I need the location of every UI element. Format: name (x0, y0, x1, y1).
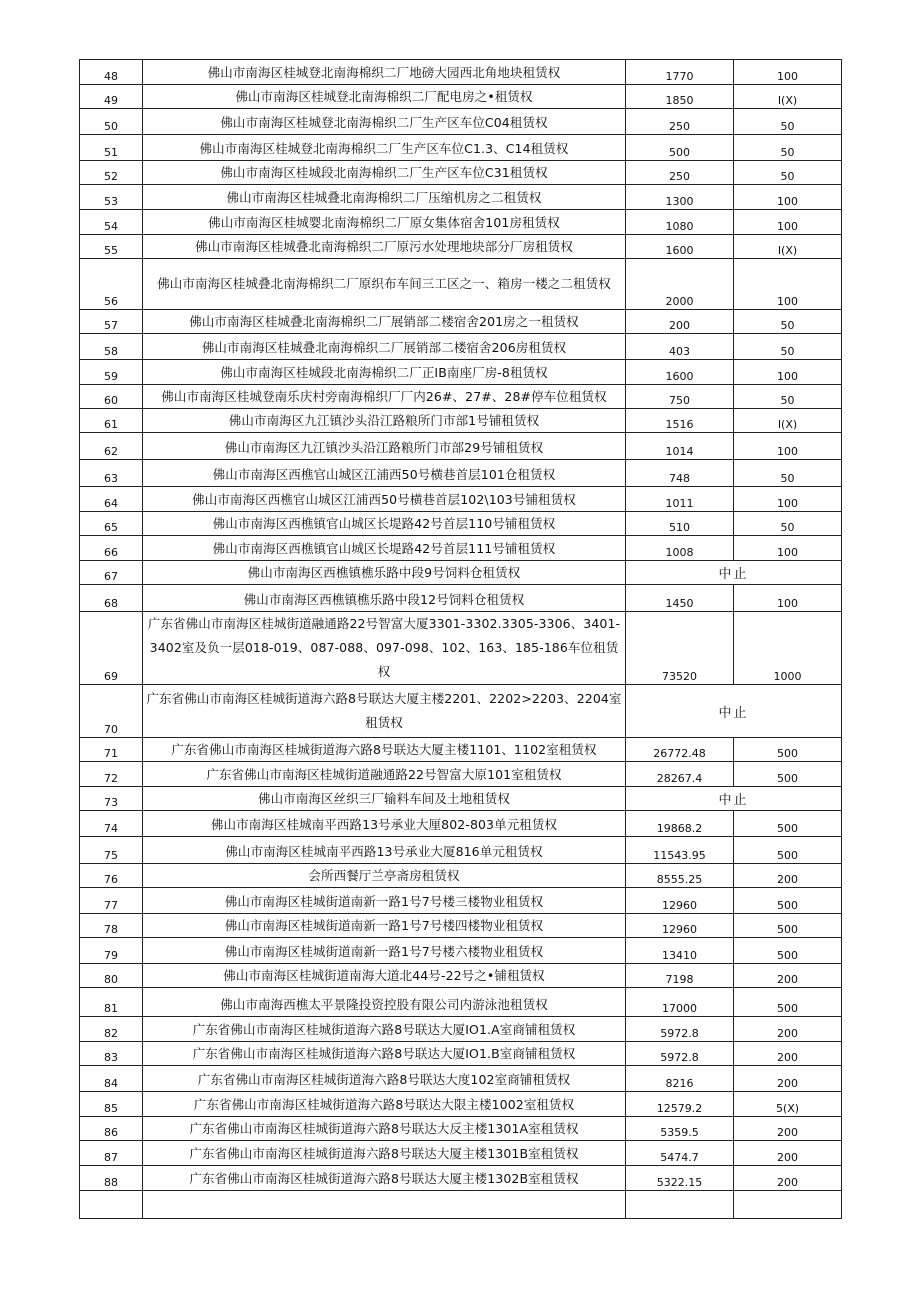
asset-name: 广东省佛山市南海区桂城街道海六路8号联达大厦IO1.A室商铺租赁权 (143, 1017, 626, 1042)
deposit-value: 50 (734, 460, 842, 487)
table-row (80, 1191, 842, 1219)
table-row (80, 811, 842, 837)
deposit-value: 500 (734, 888, 842, 914)
table-row (80, 109, 842, 135)
asset-name: 佛山市南海区桂城叠北南海棉织二厂原污水处理地块部分厂房租赁权 (143, 235, 626, 259)
asset-name: 佛山市南海区桂城南平西路13号承业大厘802-803单元租赁权 (143, 811, 626, 837)
area-value: 1600 (626, 235, 734, 259)
asset-name: 佛山市南海区西樵镇官山城区长堤路42号首层110号铺租赁权 (143, 512, 626, 536)
area-value: 2000 (626, 259, 734, 310)
row-number: 66 (80, 536, 143, 561)
table-row (80, 460, 842, 487)
deposit-value: 50 (734, 135, 842, 161)
area-value: 1014 (626, 433, 734, 460)
asset-name: 会所西餐厅兰亭斋房租赁权 (143, 864, 626, 888)
asset-name (143, 1191, 626, 1219)
area-value: 748 (626, 460, 734, 487)
table-row (80, 135, 842, 161)
status-suspended: 中止 (626, 685, 842, 738)
row-number: 63 (80, 460, 143, 487)
asset-name: 佛山市南海区桂城街道南新一路1号7号楼六楼物业租赁权 (143, 938, 626, 964)
area-value: 12960 (626, 888, 734, 914)
asset-name: 广东省佛山市南海区桂城街道融通路22号智富大原101室租赁权 (143, 762, 626, 787)
asset-name: 广东省佛山市南海区桂城街道融通路22号智富大厦3301-3302.3305-3306、3401-3402室及负一层018-019、087-088、097-098、102、163、185-186车位租赁权 (143, 612, 626, 685)
asset-name: 佛山市南海区桂城登北南海棉织二厂生产区车位C1.3、C14租赁权 (143, 135, 626, 161)
table-row (80, 60, 842, 85)
row-number: 83 (80, 1042, 143, 1066)
asset-name: 佛山市南海区桂城叠北南海棉织二厂压缩机房之二租赁权 (143, 185, 626, 210)
asset-name: 佛山市南海区桂城南平西路13号承业大厦816单元租赁权 (143, 837, 626, 864)
deposit-value: I(X) (734, 235, 842, 259)
deposit-value: 200 (734, 964, 842, 988)
area-value: 1600 (626, 360, 734, 385)
table-row (80, 210, 842, 235)
asset-name: 广东省佛山市南海区桂城街道海六路8号联达大度102室商铺租赁权 (143, 1066, 626, 1092)
asset-name: 佛山市南海区桂城登北南海棉织二厂生产区车位C04租赁权 (143, 109, 626, 135)
deposit-value: 500 (734, 738, 842, 762)
area-value: 250 (626, 161, 734, 185)
table-row (80, 738, 842, 762)
asset-name: 佛山市南海区西樵官山城区江浦西50号横巷首层101仓租赁权 (143, 460, 626, 487)
area-value: 1300 (626, 185, 734, 210)
asset-name: 广东省佛山市南海区桂城街道海六路8号联达大厦主楼1301B室租赁权 (143, 1141, 626, 1166)
table-row (80, 914, 842, 938)
area-value: 28267.4 (626, 762, 734, 787)
table-row (80, 762, 842, 787)
table-row (80, 888, 842, 914)
table-row (80, 1066, 842, 1092)
area-value: 200 (626, 310, 734, 334)
row-number: 67 (80, 561, 143, 585)
deposit-value: 100 (734, 60, 842, 85)
deposit-value: 100 (734, 585, 842, 612)
table-row (80, 85, 842, 109)
table-row (80, 1166, 842, 1191)
deposit-value: 200 (734, 1166, 842, 1191)
row-number: 50 (80, 109, 143, 135)
row-number: 77 (80, 888, 143, 914)
asset-name: 佛山市南海区桂城街道南新一路1号7号楼三楼物业租赁权 (143, 888, 626, 914)
area-value: 12579.2 (626, 1092, 734, 1117)
table-row (80, 185, 842, 210)
table-row (80, 310, 842, 334)
table-row (80, 433, 842, 460)
asset-name: 广东省佛山市南海区桂城街道海六路8号联达大厦主楼2201、2202>2203、2204室租赁权 (143, 685, 626, 738)
asset-name: 广东省佛山市南海区桂城街道海六路8号联达大限主楼1002室租赁权 (143, 1092, 626, 1117)
area-value: 19868.2 (626, 811, 734, 837)
asset-name: 佛山市南海区桂城登南乐庆村旁南海棉织厂厂内26#、27#、28#停车位租赁权 (143, 385, 626, 409)
asset-name: 广东省佛山市南海区桂城街道海六路8号联达大反主楼1301A室租赁权 (143, 1117, 626, 1141)
area-value: 1080 (626, 210, 734, 235)
asset-name: 佛山市南海区桂城婴北南海棉织二厂原女集体宿舍101房租赁权 (143, 210, 626, 235)
deposit-value: 500 (734, 938, 842, 964)
area-value: 7198 (626, 964, 734, 988)
area-value: 1011 (626, 487, 734, 512)
asset-name: 佛山市南海区桂城段北南海棉织二厂正IB南座厂房-8租赁权 (143, 360, 626, 385)
table-row (80, 235, 842, 259)
asset-name: 佛山市南海区桂城叠北南海棉织二厂展销部二楼宿舍206房租赁权 (143, 334, 626, 360)
deposit-value (734, 1191, 842, 1219)
row-number: 61 (80, 409, 143, 433)
table-row (80, 334, 842, 360)
asset-name: 广东省佛山市南海区桂城街道海六路8号联达大厦主楼1302B室租赁权 (143, 1166, 626, 1191)
area-value: 73520 (626, 612, 734, 685)
asset-name: 佛山市南海区九江镇沙头沿江路粮所门市部1号铺租赁权 (143, 409, 626, 433)
area-value: 5474.7 (626, 1141, 734, 1166)
table-row (80, 1141, 842, 1166)
table-row (80, 837, 842, 864)
area-value: 510 (626, 512, 734, 536)
table-row (80, 487, 842, 512)
row-number: 49 (80, 85, 143, 109)
asset-name: 佛山市南海区九江镇沙头沿江路粮所门市部29号铺租赁权 (143, 433, 626, 460)
table-row (80, 561, 842, 585)
row-number (80, 1191, 143, 1219)
row-number: 58 (80, 334, 143, 360)
row-number: 73 (80, 787, 143, 811)
table-row (80, 161, 842, 185)
table-row (80, 536, 842, 561)
asset-name: 佛山市南海区西樵镇樵乐路中段9号饲料仓租赁权 (143, 561, 626, 585)
deposit-value: 500 (734, 811, 842, 837)
row-number: 57 (80, 310, 143, 334)
row-number: 80 (80, 964, 143, 988)
area-value: 1450 (626, 585, 734, 612)
asset-name: 佛山市南海区西樵镇官山城区长堤路42号首层111号铺租赁权 (143, 536, 626, 561)
deposit-value: 200 (734, 1017, 842, 1042)
asset-name: 佛山市南海区西樵官山城区江浦西50号横巷首层102\103号铺租赁权 (143, 487, 626, 512)
table-row (80, 864, 842, 888)
deposit-value: 50 (734, 334, 842, 360)
status-suspended: 中止 (626, 561, 842, 585)
asset-name: 佛山市南海区西樵镇樵乐路中段12号饲料仓租赁权 (143, 585, 626, 612)
table-row (80, 787, 842, 811)
area-value: 11543.95 (626, 837, 734, 864)
deposit-value: 500 (734, 988, 842, 1017)
asset-name: 佛山市南海区桂城叠北南海棉织二厂展销部二楼宿舍201房之一租赁权 (143, 310, 626, 334)
row-number: 65 (80, 512, 143, 536)
deposit-value: 100 (734, 259, 842, 310)
table-row (80, 685, 842, 738)
row-number: 68 (80, 585, 143, 612)
deposit-value: 50 (734, 512, 842, 536)
row-number: 78 (80, 914, 143, 938)
asset-name: 广东省佛山市南海区桂城街道海六路8号联达大厦主楼1101、1102室租赁权 (143, 738, 626, 762)
deposit-value: 200 (734, 1066, 842, 1092)
asset-name: 佛山市南海区桂城登北南海棉织二厂地磅大园西北角地块租赁权 (143, 60, 626, 85)
table-row (80, 988, 842, 1017)
row-number: 55 (80, 235, 143, 259)
asset-name: 佛山市南海区桂城叠北南海棉织二厂原织布车间三工区之一、箱房一楼之二租赁权 (143, 259, 626, 310)
row-number: 51 (80, 135, 143, 161)
table-row (80, 1017, 842, 1042)
area-value: 750 (626, 385, 734, 409)
row-number: 85 (80, 1092, 143, 1117)
deposit-value: 50 (734, 385, 842, 409)
deposit-value: 100 (734, 185, 842, 210)
area-value: 12960 (626, 914, 734, 938)
area-value: 8555.25 (626, 864, 734, 888)
row-number: 84 (80, 1066, 143, 1092)
row-number: 75 (80, 837, 143, 864)
area-value: 5322.15 (626, 1166, 734, 1191)
deposit-value: I(X) (734, 85, 842, 109)
asset-name: 广东省佛山市南海区桂城街道海六路8号联达大厦IO1.B室商铺租赁权 (143, 1042, 626, 1066)
row-number: 71 (80, 738, 143, 762)
row-number: 86 (80, 1117, 143, 1141)
area-value: 1770 (626, 60, 734, 85)
table-body (80, 60, 842, 1219)
row-number: 52 (80, 161, 143, 185)
row-number: 87 (80, 1141, 143, 1166)
deposit-value: 500 (734, 762, 842, 787)
row-number: 79 (80, 938, 143, 964)
asset-name: 佛山市南海西樵太平景隆投资控股有限公司内游泳池租赁权 (143, 988, 626, 1017)
deposit-value: 200 (734, 864, 842, 888)
area-value: 26772.48 (626, 738, 734, 762)
deposit-value: 100 (734, 433, 842, 460)
row-number: 88 (80, 1166, 143, 1191)
deposit-value: 100 (734, 487, 842, 512)
row-number: 60 (80, 385, 143, 409)
table-row (80, 585, 842, 612)
table-row (80, 1117, 842, 1141)
row-number: 48 (80, 60, 143, 85)
row-number: 82 (80, 1017, 143, 1042)
deposit-value: 200 (734, 1141, 842, 1166)
row-number: 53 (80, 185, 143, 210)
table-row (80, 409, 842, 433)
area-value: 1008 (626, 536, 734, 561)
row-number: 69 (80, 612, 143, 685)
area-value: 8216 (626, 1066, 734, 1092)
area-value: 1516 (626, 409, 734, 433)
row-number: 56 (80, 259, 143, 310)
table-row (80, 360, 842, 385)
deposit-value: 500 (734, 837, 842, 864)
deposit-value: 200 (734, 1117, 842, 1141)
area-value: 250 (626, 109, 734, 135)
row-number: 76 (80, 864, 143, 888)
deposit-value: 100 (734, 360, 842, 385)
asset-name: 佛山市南海区丝织三厂输料车间及土地租赁权 (143, 787, 626, 811)
area-value: 500 (626, 135, 734, 161)
area-value: 17000 (626, 988, 734, 1017)
deposit-value: 5(X) (734, 1092, 842, 1117)
asset-name: 佛山市南海区桂城段北南海棉织二厂生产区车位C31租赁权 (143, 161, 626, 185)
row-number: 59 (80, 360, 143, 385)
area-value (626, 1191, 734, 1219)
table-row (80, 512, 842, 536)
area-value: 5972.8 (626, 1017, 734, 1042)
asset-name: 佛山市南海区桂城街道南新一路1号7号楼四楼物业租赁权 (143, 914, 626, 938)
asset-name: 佛山市南海区桂城登北南海棉织二厂配电房之•租赁权 (143, 85, 626, 109)
table-row (80, 612, 842, 685)
deposit-value: 1000 (734, 612, 842, 685)
deposit-value: 100 (734, 210, 842, 235)
deposit-value: 200 (734, 1042, 842, 1066)
row-number: 74 (80, 811, 143, 837)
asset-name: 佛山市南海区桂城街道南海大道北44号-22号之•铺租赁权 (143, 964, 626, 988)
status-suspended: 中止 (626, 787, 842, 811)
table-row (80, 385, 842, 409)
area-value: 13410 (626, 938, 734, 964)
deposit-value: 500 (734, 914, 842, 938)
row-number: 64 (80, 487, 143, 512)
lease-rights-table (79, 59, 842, 1219)
deposit-value: I(X) (734, 409, 842, 433)
area-value: 1850 (626, 85, 734, 109)
deposit-value: 100 (734, 536, 842, 561)
table-row (80, 938, 842, 964)
deposit-value: 50 (734, 109, 842, 135)
area-value: 403 (626, 334, 734, 360)
deposit-value: 50 (734, 310, 842, 334)
table-row (80, 259, 842, 310)
row-number: 81 (80, 988, 143, 1017)
row-number: 70 (80, 685, 143, 738)
table-row (80, 1042, 842, 1066)
table-row (80, 1092, 842, 1117)
area-value: 5972.8 (626, 1042, 734, 1066)
deposit-value: 50 (734, 161, 842, 185)
table-row (80, 964, 842, 988)
row-number: 72 (80, 762, 143, 787)
row-number: 54 (80, 210, 143, 235)
area-value: 5359.5 (626, 1117, 734, 1141)
row-number: 62 (80, 433, 143, 460)
